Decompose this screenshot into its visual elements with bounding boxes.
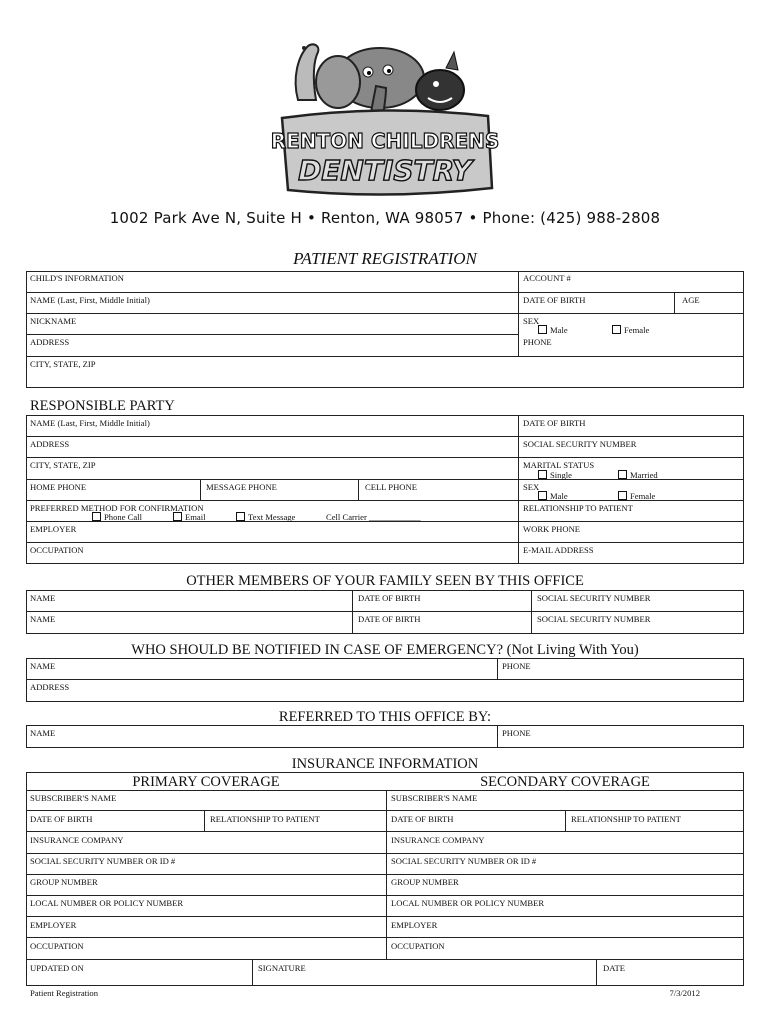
secondary-ssn-field[interactable]: SOCIAL SECURITY NUMBER OR ID # [391,856,537,866]
rp-home-phone-field[interactable]: HOME PHONE [30,482,87,492]
secondary-company-field[interactable]: INSURANCE COMPANY [391,835,485,845]
family-row-1-ssn-field[interactable]: SOCIAL SECURITY NUMBER [537,593,651,603]
family-row-1-dob-field[interactable]: DATE OF BIRTH [358,593,421,603]
rp-cell-phone-field[interactable]: CELL PHONE [365,482,417,492]
rp-marital-single-option[interactable]: Single [538,470,572,480]
family-row-1-name-field[interactable]: NAME [30,593,56,603]
child-nickname-field[interactable]: NICKNAME [30,316,77,326]
rp-preferred-label: PREFERRED METHOD FOR CONFIRMATION [30,503,204,513]
emergency-name-field[interactable]: NAME [30,661,56,671]
secondary-relationship-field[interactable]: RELATIONSHIP TO PATIENT [571,814,681,824]
primary-relationship-field[interactable]: RELATIONSHIP TO PATIENT [210,814,320,824]
signature-field[interactable]: SIGNATURE [258,963,306,973]
secondary-group-field[interactable]: GROUP NUMBER [391,877,459,887]
child-age-field[interactable]: AGE [682,295,700,305]
updated-on-field[interactable]: UPDATED ON [30,963,84,973]
checkbox-icon[interactable] [618,470,627,479]
rp-phone-call-option[interactable]: Phone Call [92,512,142,522]
office-address: 1002 Park Ave N, Suite H • Renton, WA 98057 • Phone: (425) 988-2808 [109,209,661,227]
child-dob-field[interactable]: DATE OF BIRTH [523,295,586,305]
rp-sex-label: SEX [523,482,540,492]
rp-name-field[interactable]: NAME (Last, First, Middle Initial) [30,418,150,428]
rp-marital-married-option[interactable]: Married [618,470,658,480]
primary-policy-field[interactable]: LOCAL NUMBER OR POLICY NUMBER [30,898,184,908]
checkbox-icon[interactable] [92,512,101,521]
child-sex-label: SEX [523,316,540,326]
secondary-occupation-field[interactable]: OCCUPATION [391,941,445,951]
primary-occupation-field[interactable]: OCCUPATION [30,941,84,951]
family-row-2-dob-field[interactable]: DATE OF BIRTH [358,614,421,624]
checkbox-icon[interactable] [538,325,547,334]
child-sex-female-option[interactable]: Female [612,325,649,335]
rp-dob-field[interactable]: DATE OF BIRTH [523,418,586,428]
child-phone-field[interactable]: PHONE [523,337,552,347]
primary-coverage-heading: PRIMARY COVERAGE [132,774,280,790]
rp-sex-male-option[interactable]: Male [538,491,568,501]
family-row-2-name-field[interactable]: NAME [30,614,56,624]
secondary-coverage-heading: SECONDARY COVERAGE [480,774,650,790]
referred-box [26,725,744,748]
rp-ssn-field[interactable]: SOCIAL SECURITY NUMBER [523,439,637,449]
primary-employer-field[interactable]: EMPLOYER [30,920,77,930]
rp-text-message-option[interactable]: Text Message [236,512,295,522]
secondary-employer-field[interactable]: EMPLOYER [391,920,438,930]
rp-email-option[interactable]: Email [173,512,206,522]
checkbox-icon[interactable] [538,491,547,500]
referred-phone-field[interactable]: PHONE [502,728,531,738]
emergency-address-field[interactable]: ADDRESS [30,682,70,692]
emergency-heading: WHO SHOULD BE NOTIFIED IN CASE OF EMERGENCY? (Not Living With You) [131,642,639,658]
dentistry-logo [268,38,502,210]
signature-date-field[interactable]: DATE [603,963,625,973]
insurance-heading: INSURANCE INFORMATION [291,756,479,772]
family-row-2-ssn-field[interactable]: SOCIAL SECURITY NUMBER [537,614,651,624]
referred-heading: REFERRED TO THIS OFFICE BY: [278,709,492,725]
child-city-field[interactable]: CITY, STATE, ZIP [30,359,96,369]
primary-dob-field[interactable]: DATE OF BIRTH [30,814,93,824]
rp-relationship-field[interactable]: RELATIONSHIP TO PATIENT [523,503,633,513]
form-title: PATIENT REGISTRATION [293,249,477,268]
emergency-box [26,658,744,702]
logo-text-top: RENTON CHILDRENS [270,129,500,153]
footer-form-name: Patient Registration [30,988,99,998]
rp-marital-label: MARITAL STATUS [523,460,595,470]
child-sex-male-option[interactable]: Male [538,325,568,335]
rp-cell-carrier-field[interactable]: Cell Carrier ____________ [326,512,421,522]
responsible-party-heading: RESPONSIBLE PARTY [30,398,175,414]
secondary-policy-field[interactable]: LOCAL NUMBER OR POLICY NUMBER [391,898,545,908]
insurance-box [26,772,744,986]
rp-sex-female-option[interactable]: Female [618,491,655,501]
family-heading: OTHER MEMBERS OF YOUR FAMILY SEEN BY THIS OFFICE [186,573,584,589]
primary-subscriber-field[interactable]: SUBSCRIBER'S NAME [30,793,117,803]
checkbox-icon[interactable] [173,512,182,521]
emergency-phone-field[interactable]: PHONE [502,661,531,671]
rp-work-phone-field[interactable]: WORK PHONE [523,524,581,534]
footer-date: 7/3/2012 [669,988,700,998]
rp-address-field[interactable]: ADDRESS [30,439,70,449]
primary-group-field[interactable]: GROUP NUMBER [30,877,98,887]
checkbox-icon[interactable] [618,491,627,500]
account-number-field[interactable]: ACCOUNT # [523,273,571,283]
checkbox-icon[interactable] [612,325,621,334]
child-address-field[interactable]: ADDRESS [30,337,70,347]
primary-ssn-field[interactable]: SOCIAL SECURITY NUMBER OR ID # [30,856,176,866]
checkbox-icon[interactable] [538,470,547,479]
primary-company-field[interactable]: INSURANCE COMPANY [30,835,124,845]
rp-employer-field[interactable]: EMPLOYER [30,524,77,534]
checkbox-icon[interactable] [236,512,245,521]
rp-message-phone-field[interactable]: MESSAGE PHONE [206,482,277,492]
child-info-label: CHILD'S INFORMATION [30,273,124,283]
secondary-subscriber-field[interactable]: SUBSCRIBER'S NAME [391,793,478,803]
referred-name-field[interactable]: NAME [30,728,56,738]
rp-occupation-field[interactable]: OCCUPATION [30,545,84,555]
logo-text-bottom: DENTISTRY [298,154,472,187]
secondary-dob-field[interactable]: DATE OF BIRTH [391,814,454,824]
rp-city-field[interactable]: CITY, STATE, ZIP [30,460,96,470]
rp-email-address-field[interactable]: E-MAIL ADDRESS [523,545,594,555]
child-name-field[interactable]: NAME (Last, First, Middle Initial) [30,295,150,305]
